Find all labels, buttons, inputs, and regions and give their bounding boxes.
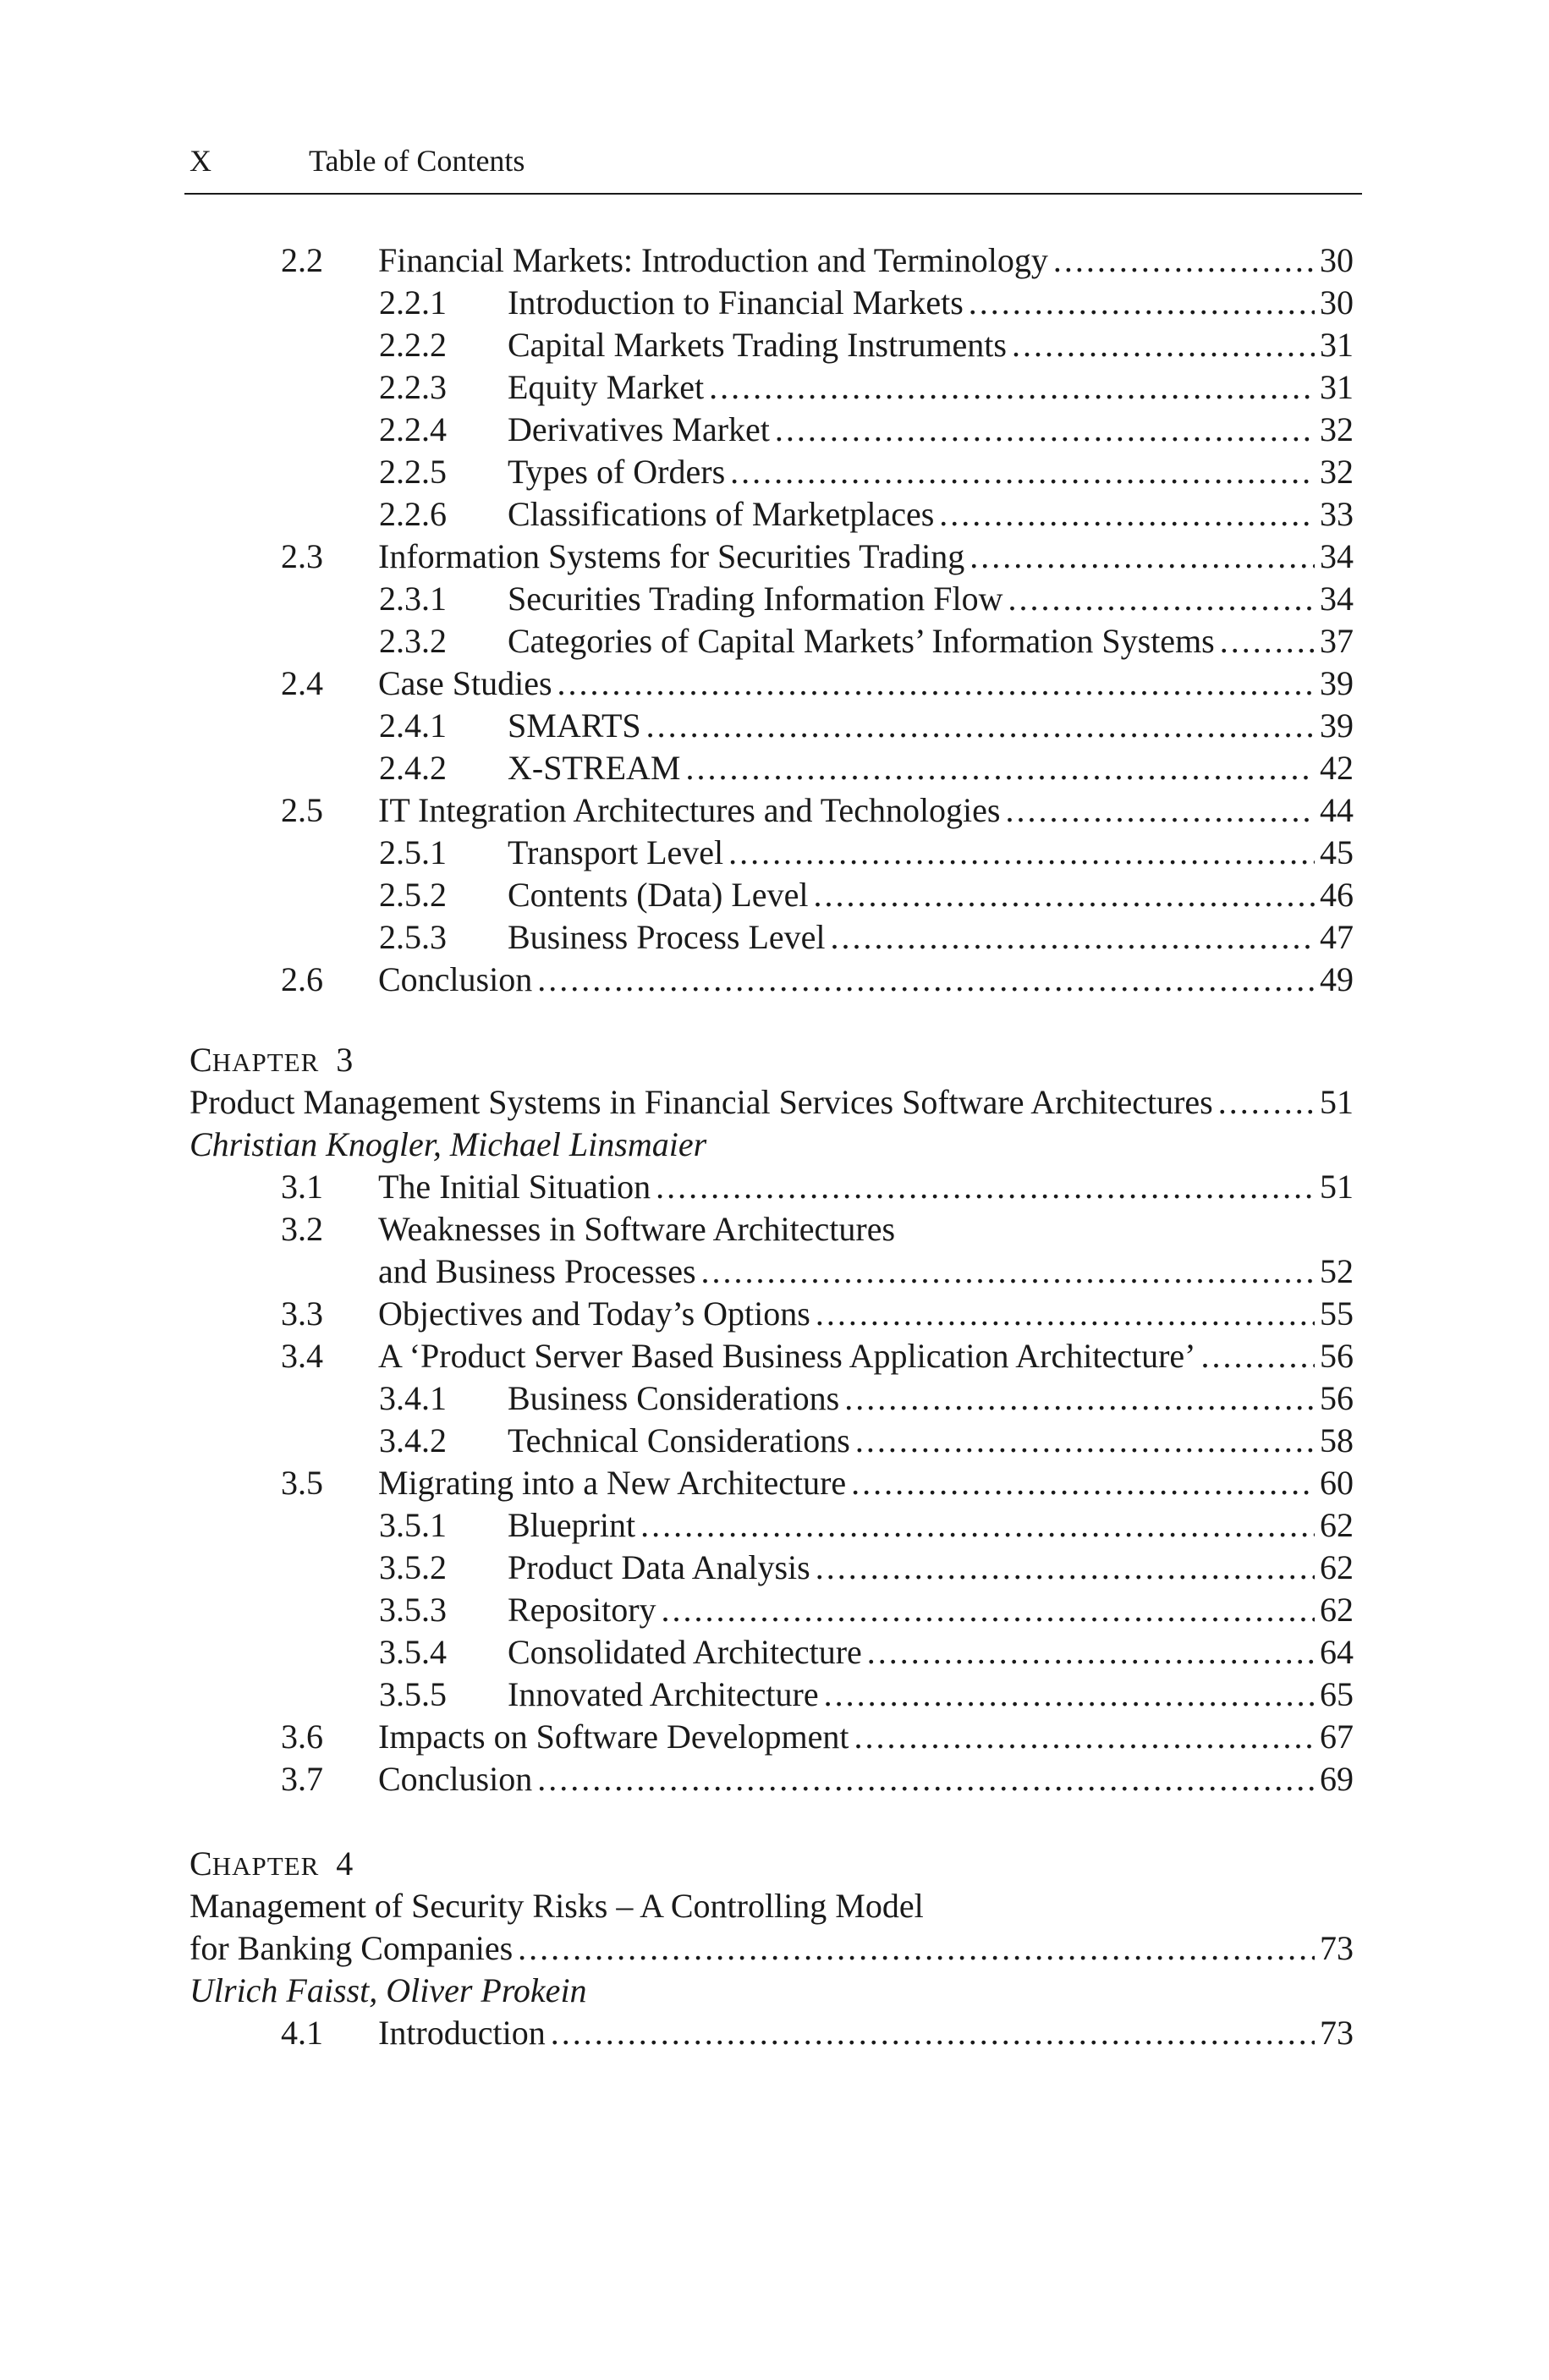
chapter-title[interactable]: [190, 1928, 1354, 1969]
section-number: 3.5.2: [379, 1548, 447, 1586]
chapter-title[interactable]: [190, 1082, 1354, 1123]
chapter-title-line-text: Management of Security Risks – A Controlling Model: [190, 1886, 929, 1927]
section-title: Innovated Architecture: [508, 1674, 824, 1715]
toc-entry[interactable]: [281, 663, 1354, 704]
leader-dots: [728, 833, 1315, 873]
section-number: 3.2: [281, 1210, 323, 1248]
page-ref: 49: [1315, 959, 1354, 1000]
section-number: 3.5: [281, 1464, 323, 1502]
page-ref: 34: [1315, 536, 1354, 577]
section-title: The Initial Situation: [378, 1167, 656, 1207]
page-ref: 31: [1315, 325, 1354, 366]
page-ref: 67: [1315, 1717, 1354, 1757]
toc-entry[interactable]: [281, 2013, 1354, 2053]
section-title: X-STREAM: [508, 748, 685, 789]
toc-entry[interactable]: [281, 1167, 1354, 1207]
section-number: 2.4: [281, 664, 323, 702]
leader-dots: [646, 706, 1315, 746]
chapter-authors-text: Christian Knogler, Michael Linsmaier: [190, 1124, 711, 1165]
leader-dots: [1012, 325, 1315, 366]
chapter-number: 4: [336, 1844, 354, 1883]
section-number: 2.5.2: [379, 876, 447, 914]
page-ref: 55: [1315, 1294, 1354, 1334]
page-ref: 44: [1315, 790, 1354, 831]
toc-entry[interactable]: [379, 494, 1354, 535]
section-number: 3.7: [281, 1760, 323, 1798]
leader-dots: [558, 663, 1315, 704]
leader-dots: [867, 1632, 1315, 1673]
page-ref: 60: [1315, 1463, 1354, 1503]
chapter-title-text: for Banking Companies: [190, 1928, 518, 1969]
section-number: 2.2.6: [379, 495, 447, 533]
toc-entry[interactable]: [379, 621, 1354, 662]
chapter-title-line: [190, 1886, 1354, 1927]
section-title: A ‘Product Server Based Business Application Architecture’: [378, 1336, 1200, 1377]
section-title: Classifications of Marketplaces: [508, 494, 939, 535]
leader-dots: [854, 1717, 1315, 1757]
section-title: Information Systems for Securities Trading: [378, 536, 969, 577]
page-ref: 62: [1315, 1547, 1354, 1588]
leader-dots: [1200, 1336, 1315, 1377]
page-ref: 62: [1315, 1590, 1354, 1630]
section-title: Business Considerations: [508, 1378, 844, 1419]
section-title: Equity Market: [508, 367, 709, 408]
section-title: Objectives and Today’s Options: [378, 1294, 816, 1334]
page-ref: 51: [1315, 1082, 1354, 1123]
section-title: Product Data Analysis: [508, 1547, 816, 1588]
section-title: Business Process Level: [508, 917, 831, 958]
section-title: and Business Processes: [378, 1251, 701, 1292]
section-number: 3.4: [281, 1337, 323, 1375]
section-number: 2.2.4: [379, 410, 447, 448]
section-title: Types of Orders: [508, 452, 730, 492]
section-title: Categories of Capital Markets’ Information Systems: [508, 621, 1220, 662]
section-title: Capital Markets Trading Instruments: [508, 325, 1012, 366]
section-title: Securities Trading Information Flow: [508, 579, 1008, 619]
leader-dots: [640, 1505, 1315, 1546]
leader-dots: [1008, 579, 1315, 619]
page-ref: 39: [1315, 706, 1354, 746]
page-ref: 65: [1315, 1674, 1354, 1715]
page-ref: 45: [1315, 833, 1354, 873]
section-title: Consolidated Architecture: [508, 1632, 867, 1673]
page-ref: 51: [1315, 1167, 1354, 1207]
page-ref: 52: [1315, 1251, 1354, 1292]
toc-entry[interactable]: [379, 1421, 1354, 1461]
leader-dots: [813, 875, 1315, 915]
section-number: 4.1: [281, 2014, 323, 2052]
toc-entry[interactable]: [281, 536, 1354, 577]
leader-dots: [844, 1378, 1315, 1419]
page-ref: 73: [1315, 1928, 1354, 1969]
page-ref: 62: [1315, 1505, 1354, 1546]
section-number: 3.4.1: [379, 1379, 447, 1417]
leader-dots: [537, 1759, 1315, 1800]
toc-entry[interactable]: [281, 240, 1354, 281]
toc-entry[interactable]: [281, 1251, 1354, 1292]
section-title: Repository: [508, 1590, 662, 1630]
section-title: Transport Level: [508, 833, 728, 873]
toc-entry[interactable]: [379, 325, 1354, 366]
leader-dots: [551, 2013, 1315, 2053]
section-number: 3.1: [281, 1168, 323, 1206]
toc-entry[interactable]: [281, 959, 1354, 1000]
page-ref: 30: [1315, 283, 1354, 323]
leader-dots: [969, 283, 1315, 323]
leader-dots: [831, 917, 1315, 958]
section-number: 2.3.2: [379, 622, 447, 660]
toc-entry[interactable]: [379, 1547, 1354, 1588]
leader-dots: [701, 1251, 1315, 1292]
section-title: Weaknesses in Software Architectures: [378, 1209, 900, 1250]
chapter-authors-text: Ulrich Faisst, Oliver Prokein: [190, 1971, 592, 2011]
section-number: 2.4.2: [379, 749, 447, 787]
leader-dots: [816, 1294, 1315, 1334]
toc-entry[interactable]: [379, 748, 1354, 789]
page-ref: 58: [1315, 1421, 1354, 1461]
leader-dots: [1053, 240, 1315, 281]
toc-entry[interactable]: [281, 1209, 1354, 1250]
section-title: Impacts on Software Development: [378, 1717, 854, 1757]
section-number: 2.2: [281, 241, 323, 279]
section-number: 3.6: [281, 1718, 323, 1756]
section-number: 3.5.1: [379, 1506, 447, 1544]
page-ref: 33: [1315, 494, 1354, 535]
section-title: Introduction to Financial Markets: [508, 283, 969, 323]
section-title: Blueprint: [508, 1505, 640, 1546]
leader-dots: [656, 1167, 1315, 1207]
section-number: 2.2.2: [379, 326, 447, 364]
toc-entry[interactable]: [281, 1759, 1354, 1800]
leader-dots: [851, 1463, 1315, 1503]
page-number: X: [190, 144, 211, 178]
leader-dots: [662, 1590, 1315, 1630]
section-number: 3.5.3: [379, 1591, 447, 1629]
leader-dots: [855, 1421, 1315, 1461]
section-number: 2.3: [281, 537, 323, 575]
page-ref: 31: [1315, 367, 1354, 408]
toc-entry[interactable]: [379, 1632, 1354, 1673]
section-title: Derivatives Market: [508, 409, 775, 450]
toc-entry[interactable]: [379, 1505, 1354, 1546]
running-title: Table of Contents: [309, 144, 525, 178]
toc-entry[interactable]: [281, 1463, 1354, 1503]
section-title: Financial Markets: Introduction and Terminology: [378, 240, 1053, 281]
toc-entry[interactable]: [281, 1336, 1354, 1377]
section-number: 3.3: [281, 1294, 323, 1333]
toc-entry[interactable]: [379, 1378, 1354, 1419]
section-number: 2.2.3: [379, 368, 447, 406]
section-number: 2.5: [281, 791, 323, 829]
chapter-label-word: HAPTER: [211, 1047, 320, 1077]
page-ref: 32: [1315, 452, 1354, 492]
section-number: 3.5.4: [379, 1633, 447, 1671]
toc-entry[interactable]: [379, 1674, 1354, 1715]
leader-dots: [709, 367, 1315, 408]
chapter-label-initial: C: [190, 1844, 212, 1883]
toc-entry[interactable]: [281, 790, 1354, 831]
leader-dots: [730, 452, 1315, 492]
section-title: Migrating into a New Architecture: [378, 1463, 851, 1503]
section-number: 2.5.3: [379, 918, 447, 956]
page-ref: 37: [1315, 621, 1354, 662]
toc-entry[interactable]: [379, 367, 1354, 408]
leader-dots: [824, 1674, 1315, 1715]
page-ref: 69: [1315, 1759, 1354, 1800]
leader-dots: [775, 409, 1315, 450]
toc-entry[interactable]: [379, 833, 1354, 873]
page-ref: 46: [1315, 875, 1354, 915]
chapter-label: [190, 1040, 353, 1080]
toc-entry[interactable]: [281, 1294, 1354, 1334]
section-title: Case Studies: [378, 663, 558, 704]
chapter-title-text: Product Management Systems in Financial Services Software Architectures: [190, 1082, 1218, 1123]
section-number: 2.6: [281, 960, 323, 998]
page-ref: 64: [1315, 1632, 1354, 1673]
chapter-label: [190, 1844, 353, 1884]
leader-dots: [537, 959, 1315, 1000]
section-number: 2.5.1: [379, 833, 447, 871]
toc-entry[interactable]: [281, 1717, 1354, 1757]
section-title: Technical Considerations: [508, 1421, 855, 1461]
page-ref: 47: [1315, 917, 1354, 958]
section-number: 2.3.1: [379, 580, 447, 618]
chapter-label-word: HAPTER: [211, 1851, 320, 1881]
section-title: Contents (Data) Level: [508, 875, 813, 915]
section-number: 3.4.2: [379, 1421, 447, 1459]
section-number: 2.4.1: [379, 706, 447, 745]
leader-dots: [969, 536, 1315, 577]
page-ref: 56: [1315, 1336, 1354, 1377]
chapter-number: 3: [336, 1041, 354, 1079]
toc-entry[interactable]: [379, 875, 1354, 915]
section-title: Conclusion: [378, 1759, 537, 1800]
toc-entry[interactable]: [379, 452, 1354, 492]
section-number: 2.2.5: [379, 453, 447, 491]
chapter-label-initial: C: [190, 1041, 212, 1079]
leader-dots: [1220, 621, 1315, 662]
section-number: 3.5.5: [379, 1675, 447, 1713]
page-ref: 42: [1315, 748, 1354, 789]
page-ref: 30: [1315, 240, 1354, 281]
toc-entry[interactable]: [379, 283, 1354, 323]
section-title: IT Integration Architectures and Technologies: [378, 790, 1006, 831]
page-ref: 56: [1315, 1378, 1354, 1419]
leader-dots: [816, 1547, 1315, 1588]
page-ref: 34: [1315, 579, 1354, 619]
chapter-authors: [190, 1971, 1354, 2011]
leader-dots: [1218, 1082, 1315, 1123]
section-title: Introduction: [378, 2013, 551, 2053]
section-title: SMARTS: [508, 706, 646, 746]
leader-dots: [518, 1928, 1315, 1969]
toc-entry[interactable]: [379, 706, 1354, 746]
toc-entry[interactable]: [379, 579, 1354, 619]
page-ref: 32: [1315, 409, 1354, 450]
leader-dots: [685, 748, 1315, 789]
leader-dots: [1006, 790, 1316, 831]
chapter-authors: [190, 1124, 1354, 1165]
section-title: Conclusion: [378, 959, 537, 1000]
section-number: 2.2.1: [379, 283, 447, 322]
toc-entry[interactable]: [379, 409, 1354, 450]
page-ref: 73: [1315, 2013, 1354, 2053]
toc-entry[interactable]: [379, 917, 1354, 958]
page-ref: 39: [1315, 663, 1354, 704]
leader-dots: [939, 494, 1315, 535]
toc-entry[interactable]: [379, 1590, 1354, 1630]
